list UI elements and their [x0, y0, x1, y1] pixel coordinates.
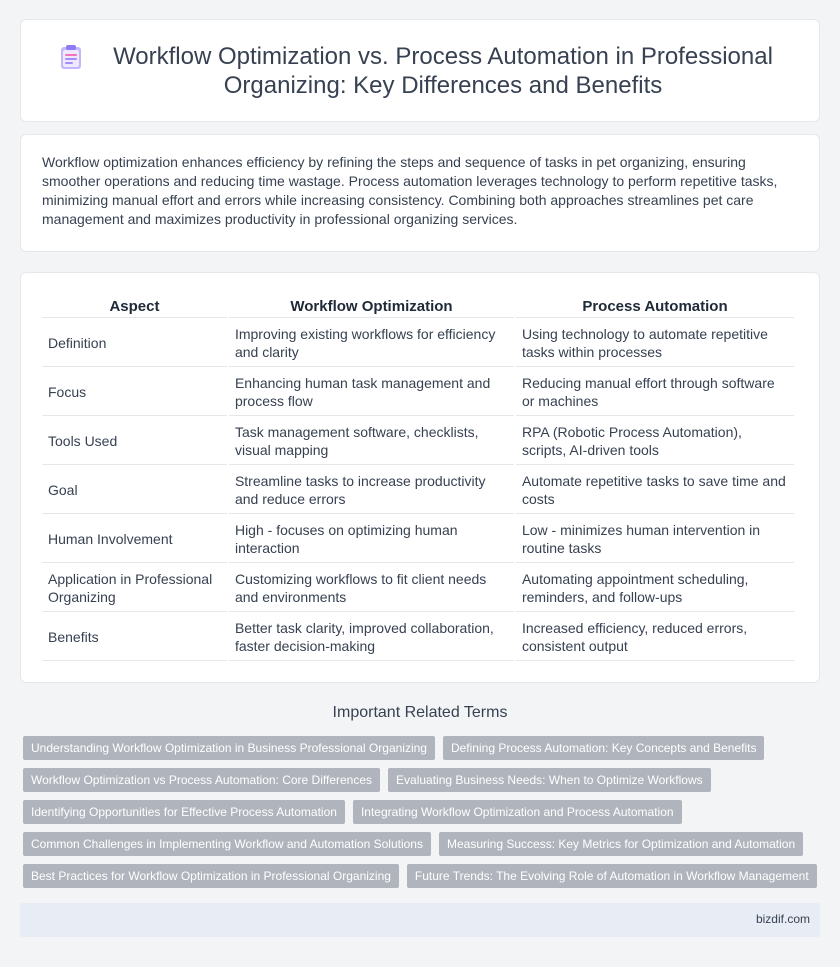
cell-process-automation: Increased efficiency, reduced errors, consistent output: [516, 612, 794, 661]
cell-aspect: Human Involvement: [42, 514, 227, 563]
header-process-automation: Process Automation: [516, 293, 794, 318]
page-title: Workflow Optimization vs. Process Automation in Professional Organizing: Key Differences and Benefits: [113, 42, 773, 99]
related-term-tag[interactable]: Measuring Success: Key Metrics for Optimization and Automation: [439, 832, 803, 856]
cell-workflow-optimization: Streamline tasks to increase productivity and reduce errors: [229, 465, 514, 514]
cell-aspect: Definition: [42, 318, 227, 367]
clipboard-icon: [57, 43, 85, 71]
footer-site-link[interactable]: bizdif.com: [755, 912, 810, 926]
cell-process-automation: Automating appointment scheduling, reminders, and follow-ups: [516, 563, 794, 612]
related-term-tag[interactable]: Evaluating Business Needs: When to Optimize Workflows: [388, 768, 711, 792]
cell-workflow-optimization: High - focuses on optimizing human interaction: [229, 514, 514, 563]
table-row: [42, 416, 794, 465]
related-term-tag[interactable]: Common Challenges in Implementing Workflow and Automation Solutions: [23, 832, 431, 856]
cell-aspect: Tools Used: [42, 416, 227, 465]
related-term-tag[interactable]: Identifying Opportunities for Effective Process Automation: [23, 800, 345, 824]
cell-workflow-optimization: Improving existing workflows for efficiency and clarity: [229, 318, 514, 367]
cell-process-automation: Using technology to automate repetitive tasks within processes: [516, 318, 794, 367]
related-term-tag[interactable]: Integrating Workflow Optimization and Process Automation: [353, 800, 682, 824]
table-row: [42, 612, 794, 661]
related-terms-title: Important Related Terms: [332, 704, 508, 721]
cell-process-automation: Low - minimizes human intervention in routine tasks: [516, 514, 794, 563]
table-header-row: [42, 293, 794, 318]
table-row: [42, 318, 794, 367]
cell-aspect: Benefits: [42, 612, 227, 661]
cell-aspect: Goal: [42, 465, 227, 514]
header-workflow-optimization: Workflow Optimization: [229, 293, 514, 318]
related-term-tag[interactable]: Best Practices for Workflow Optimization in Professional Organizing: [23, 864, 399, 888]
table-row: [42, 367, 794, 416]
table-row: [42, 514, 794, 563]
cell-aspect: Focus: [42, 367, 227, 416]
header-card: [20, 19, 820, 122]
cell-workflow-optimization: Enhancing human task management and process flow: [229, 367, 514, 416]
cell-workflow-optimization: Task management software, checklists, visual mapping: [229, 416, 514, 465]
related-terms-list: [23, 736, 823, 888]
intro-paragraph: Workflow optimization enhances efficiency by refining the steps and sequence of tasks in pet organizing, ensuring smoother operations and reducing time wastage. Process automation leverages technology to perform repetitive tasks, minimizing manual effort and errors while increasing consistency. Combining both approaches streamlines pet care management and maximizes productivity in professional organizing services.: [42, 154, 778, 227]
cell-workflow-optimization: Customizing workflows to fit client needs and environments: [229, 563, 514, 612]
table-row: [42, 563, 794, 612]
header-aspect: Aspect: [42, 293, 227, 318]
table-row: [42, 465, 794, 514]
comparison-table-card: [20, 272, 820, 683]
cell-process-automation: Automate repetitive tasks to save time and costs: [516, 465, 794, 514]
cell-process-automation: Reducing manual effort through software or machines: [516, 367, 794, 416]
intro-card: [20, 134, 820, 252]
cell-workflow-optimization: Better task clarity, improved collaboration, faster decision-making: [229, 612, 514, 661]
related-term-tag[interactable]: Understanding Workflow Optimization in Business Professional Organizing: [23, 736, 435, 760]
comparison-table: [40, 293, 796, 661]
related-term-tag[interactable]: Future Trends: The Evolving Role of Automation in Workflow Management: [407, 864, 817, 888]
related-term-tag[interactable]: Workflow Optimization vs Process Automation: Core Differences: [23, 768, 380, 792]
footer: [20, 903, 820, 937]
cell-process-automation: RPA (Robotic Process Automation), scripts, AI-driven tools: [516, 416, 794, 465]
cell-aspect: Application in Professional Organizing: [42, 563, 227, 612]
related-term-tag[interactable]: Defining Process Automation: Key Concepts and Benefits: [443, 736, 765, 760]
